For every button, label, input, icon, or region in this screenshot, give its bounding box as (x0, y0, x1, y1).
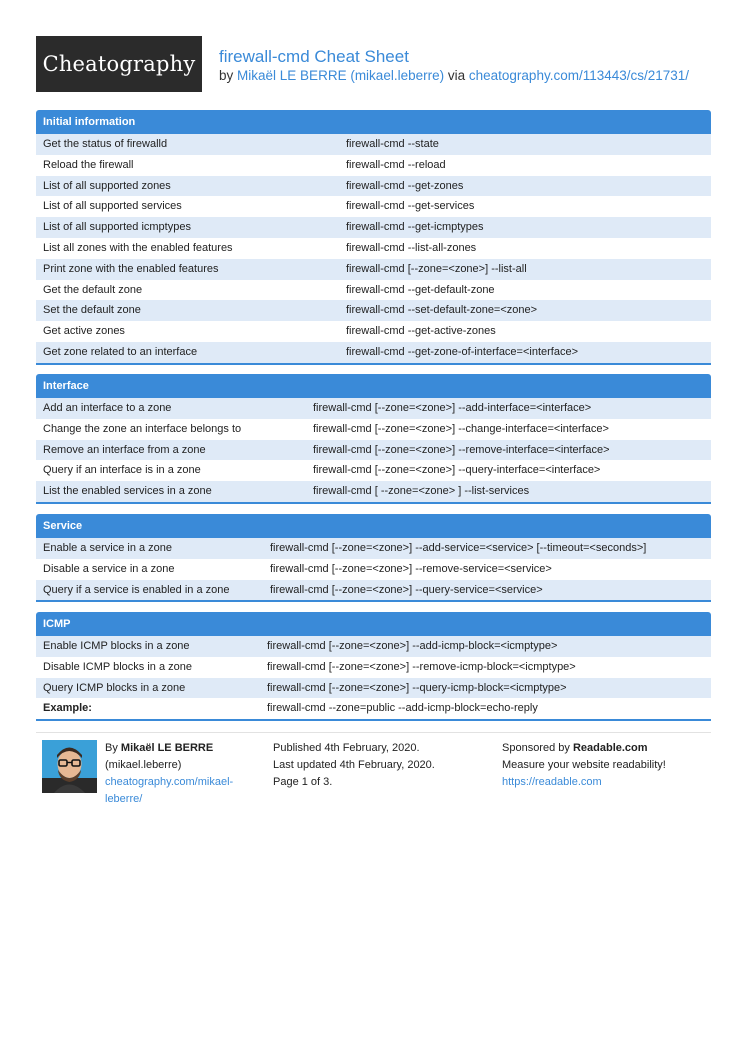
table-row (36, 481, 711, 502)
row-description: Get active zones (43, 325, 125, 338)
row-description: List the enabled services in a zone (43, 485, 212, 498)
row-command: firewall-cmd --get-zones (346, 179, 464, 192)
table-row (36, 259, 711, 280)
row-description: List of all supported icmptypes (43, 221, 191, 234)
row-command: firewall-cmd [--zone=<zone>] --add-icmp-block=<icmptype> (267, 640, 558, 652)
table-row (36, 440, 711, 461)
logo-text: Cheatography (42, 52, 196, 76)
table-row (36, 342, 711, 363)
table-row (36, 134, 711, 155)
row-command: firewall-cmd --get-icmptypes (346, 221, 484, 234)
author-link[interactable]: Mikaël LE BERRE (mikael.leberre) (237, 68, 445, 83)
table-row (36, 321, 711, 342)
table-row (36, 398, 711, 419)
table-row (36, 419, 711, 440)
row-command: firewall-cmd [--zone=<zone>] --query-icmp-block=<icmptype> (267, 681, 567, 694)
section-heading: Interface (36, 374, 711, 398)
table-row (36, 580, 711, 601)
row-command: firewall-cmd [--zone=<zone>] --add-interface=<interface> (313, 402, 592, 414)
section-heading: Initial information (36, 110, 711, 134)
section-interface (36, 374, 711, 504)
row-description: List of all supported zones (43, 179, 171, 192)
row-command: firewall-cmd --reload (346, 158, 446, 171)
table-row (36, 238, 711, 259)
row-command: firewall-cmd --zone=public --add-icmp-block=echo-reply (267, 702, 538, 715)
table-row (36, 698, 711, 719)
row-command: firewall-cmd [--zone=<zone>] --add-service=<service> [--timeout=<seconds>] (270, 542, 647, 554)
table-row (36, 678, 711, 699)
byline-via: via (447, 68, 466, 83)
row-command: firewall-cmd --set-default-zone=<zone> (346, 304, 538, 317)
row-description: Enable a service in a zone (43, 542, 173, 554)
footer-sponsor-line (502, 740, 666, 757)
row-command: firewall-cmd --get-active-zones (346, 325, 496, 338)
row-command: firewall-cmd [--zone=<zone>] --remove-interface=<interface> (313, 443, 610, 456)
row-command: firewall-cmd --get-services (346, 200, 475, 213)
row-command: firewall-cmd [--zone=<zone>] --remove-service=<service> (270, 562, 552, 575)
sheet-url-link[interactable]: cheatography.com/113443/cs/21731/ (468, 68, 690, 83)
footer-author-name: Mikaël LE BERRE (120, 742, 214, 754)
table-row (36, 217, 711, 238)
table-row (36, 176, 711, 197)
row-description: Disable a service in a zone (43, 562, 175, 575)
row-description: Query ICMP blocks in a zone (43, 681, 186, 694)
row-command: firewall-cmd [ --zone=<zone> ] --list-services (313, 485, 530, 498)
row-description: Get zone related to an interface (43, 345, 198, 358)
footer-author-link-2[interactable]: leberre/ (105, 793, 143, 805)
table-row (36, 657, 711, 678)
page-title[interactable]: firewall-cmd Cheat Sheet (219, 47, 409, 66)
footer-divider (36, 732, 711, 733)
table-row (36, 460, 711, 481)
row-command: firewall-cmd --get-zone-of-interface=<interface> (346, 345, 579, 358)
row-description: Set the default zone (43, 304, 141, 317)
byline (219, 68, 689, 83)
footer-page: Page 1 of 3. (273, 776, 333, 788)
row-description: Get the default zone (43, 283, 143, 296)
row-description: Remove an interface from a zone (43, 443, 206, 456)
row-description: Disable ICMP blocks in a zone (43, 660, 192, 673)
section-icmp (36, 612, 711, 721)
footer-author-line (105, 740, 233, 757)
table-row (36, 280, 711, 301)
row-description: Add an interface to a zone (43, 402, 172, 414)
row-description: Get the status of firewalld (43, 138, 168, 150)
row-description: List all zones with the enabled features (43, 241, 233, 254)
table-row (36, 155, 711, 176)
footer-sponsor-prefix: Sponsored by (502, 742, 570, 754)
row-description: Example: (43, 702, 92, 715)
row-command: firewall-cmd [--zone=<zone>] --list-all (346, 262, 527, 275)
footer-sponsor-tagline: Measure your website readability! (502, 759, 666, 771)
footer-publish-info (273, 740, 435, 791)
table-row (36, 300, 711, 321)
row-command: firewall-cmd [--zone=<zone>] --change-interface=<interface> (313, 422, 609, 435)
row-command: firewall-cmd [--zone=<zone>] --query-service=<service> (270, 583, 543, 596)
row-description: Query if an interface is in a zone (43, 464, 201, 477)
footer-sponsor-name[interactable]: Readable.com (572, 742, 648, 754)
footer-sponsor-url[interactable]: https://readable.com (502, 776, 602, 788)
avatar-icon (42, 740, 97, 793)
row-command: firewall-cmd --state (346, 138, 439, 150)
section-heading: ICMP (36, 612, 711, 636)
row-command: firewall-cmd [--zone=<zone>] --query-interface=<interface> (313, 464, 601, 477)
footer-author-link-1[interactable]: cheatography.com/mikael- (105, 776, 234, 788)
section-initial-information (36, 110, 711, 365)
section-heading: Service (36, 514, 711, 538)
table-row (36, 636, 711, 657)
footer-updated: Last updated 4th February, 2020. (273, 759, 435, 771)
cheatography-logo[interactable] (36, 36, 202, 92)
footer-author-handle: (mikael.leberre) (105, 759, 182, 771)
row-description: List of all supported services (43, 200, 182, 213)
row-description: Print zone with the enabled features (43, 262, 219, 275)
footer-author (105, 740, 233, 808)
row-command: firewall-cmd --get-default-zone (346, 283, 495, 296)
section-service (36, 514, 711, 602)
table-row (36, 559, 711, 580)
row-description: Enable ICMP blocks in a zone (43, 640, 190, 652)
row-command: firewall-cmd [--zone=<zone>] --remove-icmp-block=<icmptype> (267, 660, 576, 673)
row-description: Reload the firewall (43, 158, 134, 171)
row-description: Query if a service is enabled in a zone (43, 583, 230, 596)
row-command: firewall-cmd --list-all-zones (346, 241, 477, 254)
table-row (36, 196, 711, 217)
footer-published: Published 4th February, 2020. (273, 742, 420, 754)
author-avatar[interactable] (42, 740, 97, 793)
footer-sponsor (502, 740, 666, 791)
row-description: Change the zone an interface belongs to (43, 422, 242, 435)
footer-by: By (105, 742, 118, 754)
byline-prefix: by (219, 68, 234, 83)
table-row (36, 538, 711, 559)
